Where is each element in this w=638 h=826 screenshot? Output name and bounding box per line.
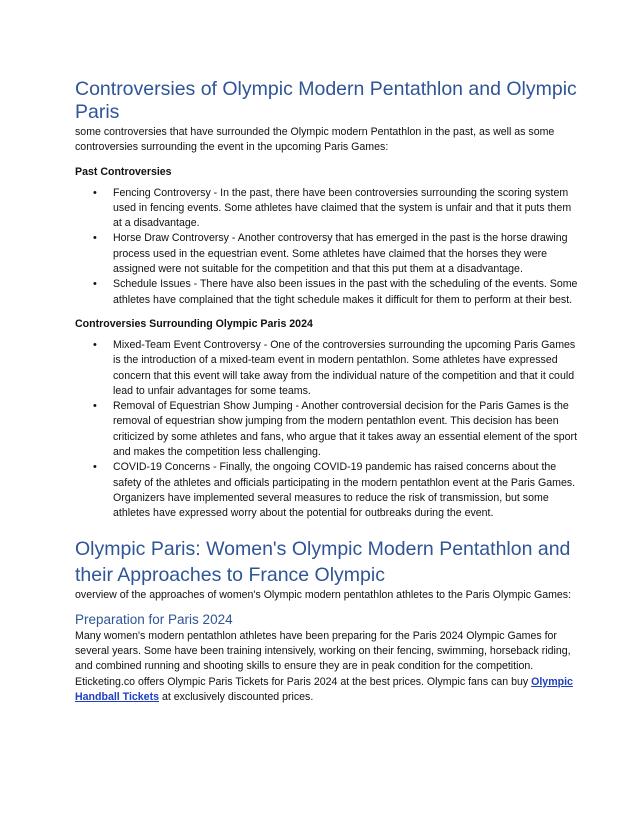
preparation-text: Many women's modern pentathlon athletes have been preparing for the Paris 2024 Olympic Games for several years. Some have been training intensively, working on their fencing, swimming, horseback riding, and combined running and shooting skills to ensure they are in peak condition for the competition. Eticketing.co offers Olympic Paris Tickets for Paris 2024 at the best prices. Olympic fans can buy — [75, 629, 571, 688]
list-item: • COVID-19 Concerns - Finally, the ongoing COVID-19 pandemic has raised concerns about the safety of the athletes and officials participating in the modern pentathlon event at the Paris Games. Organizers have implemented several measures to reduce the risk of transmission, but some athletes have expressed worry about the potential for outbreaks during the event. — [113, 460, 580, 521]
list-item: • Horse Draw Controversy - Another controversy that has emerged in the past is the horse drawing process used in the equestrian event. Some athletes have claimed that the horses they were assigned were not suitable for the competition and that this put them at a disadvantage. — [113, 231, 580, 277]
list-item: • Fencing Controversy - In the past, there have been controversies surrounding the scoring system used in fencing events. Some athletes have claimed that the system is unfair and that it puts them at a disadvantage. — [113, 186, 580, 232]
past-controversies-heading: Past Controversies — [75, 165, 172, 178]
preparation-body — [75, 629, 580, 705]
past-controversies-list — [75, 186, 580, 308]
olympic-handball-tickets-link[interactable]: Olympic Handball Tickets — [75, 675, 573, 704]
preparation-text-end: at exclusively discounted prices. — [159, 691, 314, 704]
list-item: • Mixed-Team Event Controversy - One of the controversies surrounding the upcoming Paris Games is the introduction of a mixed-team event in modern pentathlon. Some athletes have expressed concern that this event will take away from the individual nature of the competition and that it could lead to unfair advantages for some teams. — [113, 338, 580, 399]
section1-title: Controversies of Olympic Modern Pentathlon and Olympic Paris — [75, 78, 577, 123]
preparation-heading: Preparation for Paris 2024 — [75, 611, 233, 627]
section2-title: Olympic Paris: Women's Olympic Modern Pentathlon and their Approaches to France Olympic — [75, 537, 571, 586]
list-item: • Schedule Issues - There have also been issues in the past with the scheduling of the events. Some athletes have complained that the tight schedule makes it difficult for them to perform at their best. — [113, 277, 580, 308]
section1-intro: some controversies that have surrounded the Olympic modern Pentathlon in the past, as well as some controversies surrounding the event in the upcoming Paris Games: — [75, 126, 555, 154]
section2-intro: overview of the approaches of women's Olympic modern pentathlon athletes to the Paris Olympic Games: — [75, 588, 572, 601]
list-item: • Removal of Equestrian Show Jumping - Another controversial decision for the Paris Games is the removal of equestrian show jumping from the modern pentathlon event. This decision has been criticized by some athletes and fans, who argue that it takes away an essential element of the sport and makes the competition less challenging. — [113, 399, 580, 460]
paris-controversies-list — [75, 338, 580, 522]
paris-controversies-heading: Controversies Surrounding Olympic Paris 2024 — [75, 317, 313, 330]
